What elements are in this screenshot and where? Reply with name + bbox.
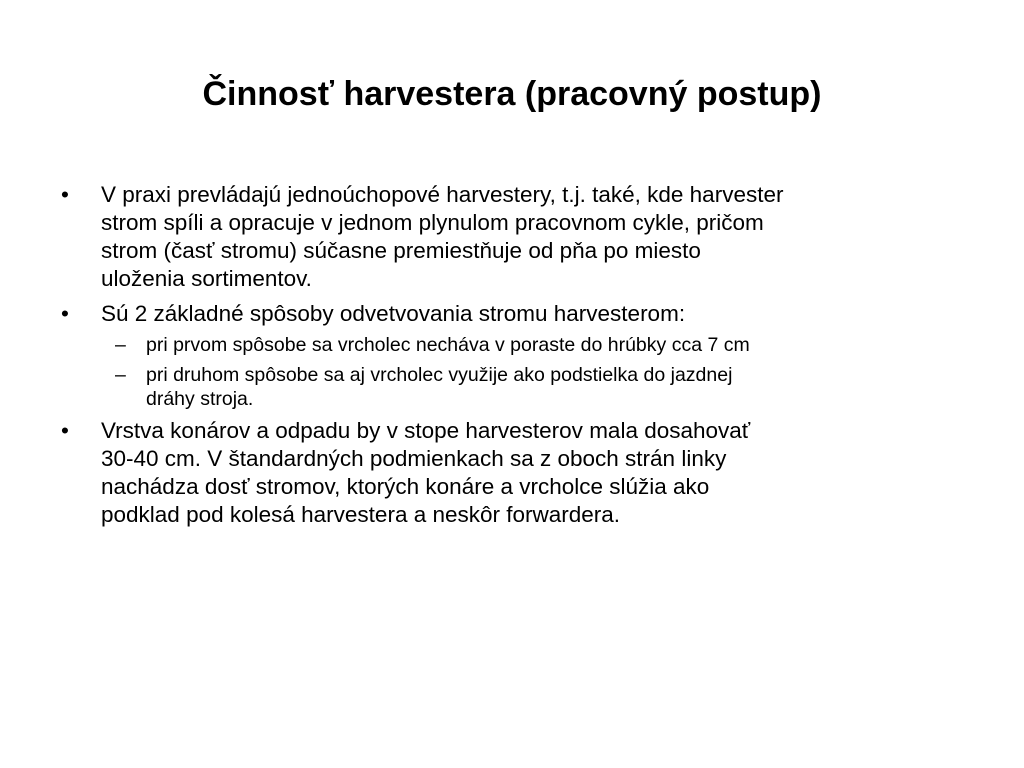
sub-bullet-text-line: dráhy stroja. <box>146 388 254 410</box>
sub-bullet-marker: – <box>115 334 126 356</box>
bullet-text-line: Sú 2 základné spôsoby odvetvovania stromu harvesterom: <box>101 301 686 326</box>
bullet-item <box>0 417 1024 529</box>
bullet-text-line: uloženia sortimentov. <box>101 266 312 291</box>
bullet-text-line: 30-40 cm. V štandardných podmienkach sa z oboch strán linky <box>101 446 727 471</box>
sub-bullet-marker: – <box>115 364 126 386</box>
slide-title: Činnosť harvestera (pracovný postup) <box>202 75 822 113</box>
bullet-text-line: V praxi prevládajú jednoúchopové harvestery, t.j. také, kde harvester <box>101 182 784 207</box>
bullet-item <box>0 181 1024 293</box>
bullet-text-line: strom (časť stromu) súčasne premiestňuje od pňa po miesto <box>101 238 701 263</box>
sub-bullet-text-line: pri druhom spôsobe sa aj vrcholec využije ako podstielka do jazdnej <box>146 364 733 386</box>
sub-bullet-item <box>0 363 1024 411</box>
bullet-marker: • <box>61 301 69 326</box>
bullet-text-line: strom spíli a opracuje v jednom plynulom pracovnom cykle, pričom <box>101 210 764 235</box>
bullet-text-line: nachádza dosť stromov, ktorých konáre a vrcholce slúžia ako <box>101 474 710 499</box>
slide-body <box>0 181 1024 536</box>
bullet-marker: • <box>61 418 69 443</box>
bullet-item <box>0 300 1024 328</box>
bullet-text-line: Vrstva konárov a odpadu by v stope harvesterov mala dosahovať <box>101 418 751 443</box>
sub-bullet-item <box>0 333 1024 357</box>
bullet-marker: • <box>61 182 69 207</box>
bullet-text-line: podklad pod kolesá harvestera a neskôr forwardera. <box>101 502 621 527</box>
sub-bullet-text-line: pri prvom spôsobe sa vrcholec necháva v poraste do hrúbky cca 7 cm <box>146 334 750 356</box>
